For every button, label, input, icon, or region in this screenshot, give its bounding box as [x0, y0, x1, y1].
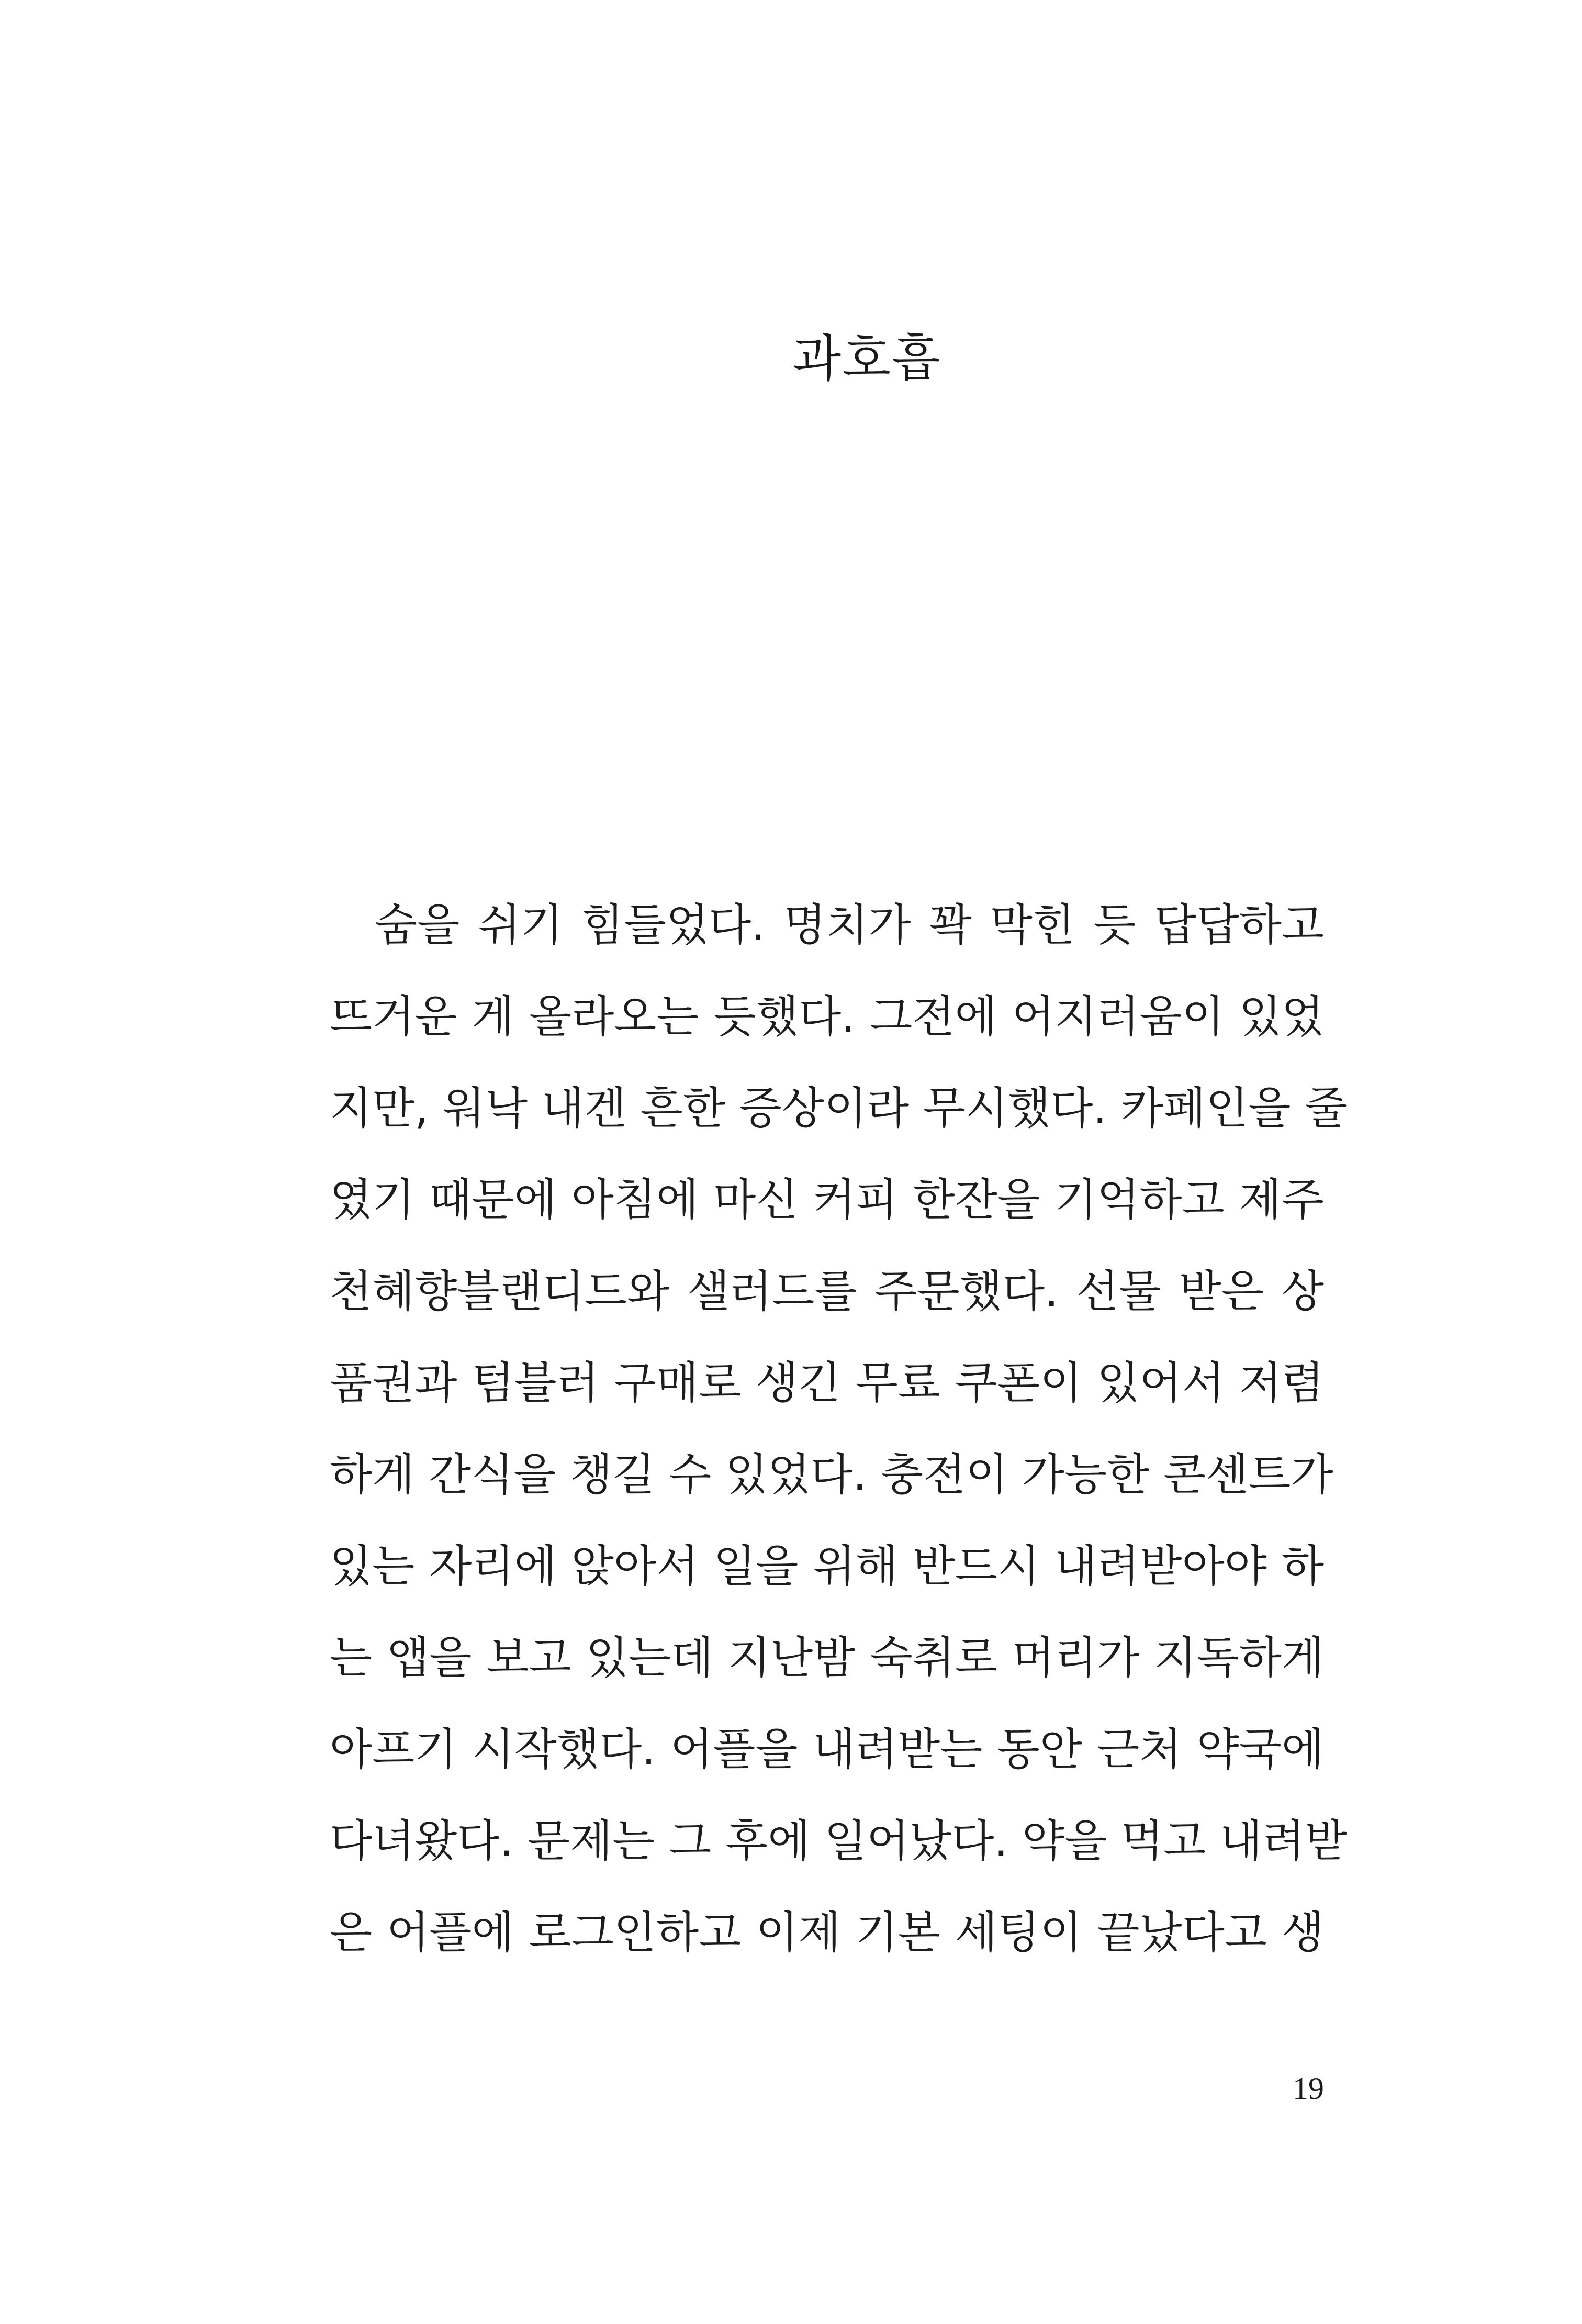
body-line: 지만, 워낙 내겐 흔한 증상이라 무시했다. 카페인을 줄 [330, 1082, 1348, 1134]
body-line: 하게 간식을 챙길 수 있었다. 충전이 가능한 콘센트가 [330, 1449, 1333, 1500]
body-line: 는 앱을 보고 있는데 지난밤 숙취로 머리가 지독하게 [330, 1632, 1324, 1683]
body-line: 숨을 쉬기 힘들었다. 명치가 꽉 막힌 듯 답답하고 [375, 899, 1324, 951]
body-line: 다녀왔다. 문제는 그 후에 일어났다. 약을 먹고 내려받 [330, 1815, 1348, 1867]
body-line: 은 어플에 로그인하고 이제 기본 세팅이 끝났다고 생 [330, 1907, 1324, 1958]
body-line: 있는 자리에 앉아서 일을 위해 반드시 내려받아야 하 [330, 1540, 1324, 1592]
page-number: 19 [1293, 2071, 1324, 2106]
body-line: 뜨거운 게 올라오는 듯했다. 그전에 어지러움이 있었 [330, 991, 1324, 1042]
chapter-title: 과호흡 [792, 329, 941, 388]
body-line: 품권과 텀블러 구매로 생긴 무료 쿠폰이 있어서 저렴 [330, 1357, 1324, 1409]
body-line: 였기 때문에 아침에 마신 커피 한잔을 기억하고 제주 [330, 1174, 1324, 1225]
body-line: 아프기 시작했다. 어플을 내려받는 동안 근처 약국에 [330, 1724, 1324, 1775]
body-line: 천혜향블랜디드와 샐러드를 주문했다. 선물 받은 상 [330, 1266, 1324, 1317]
body-text [330, 879, 1348, 1979]
